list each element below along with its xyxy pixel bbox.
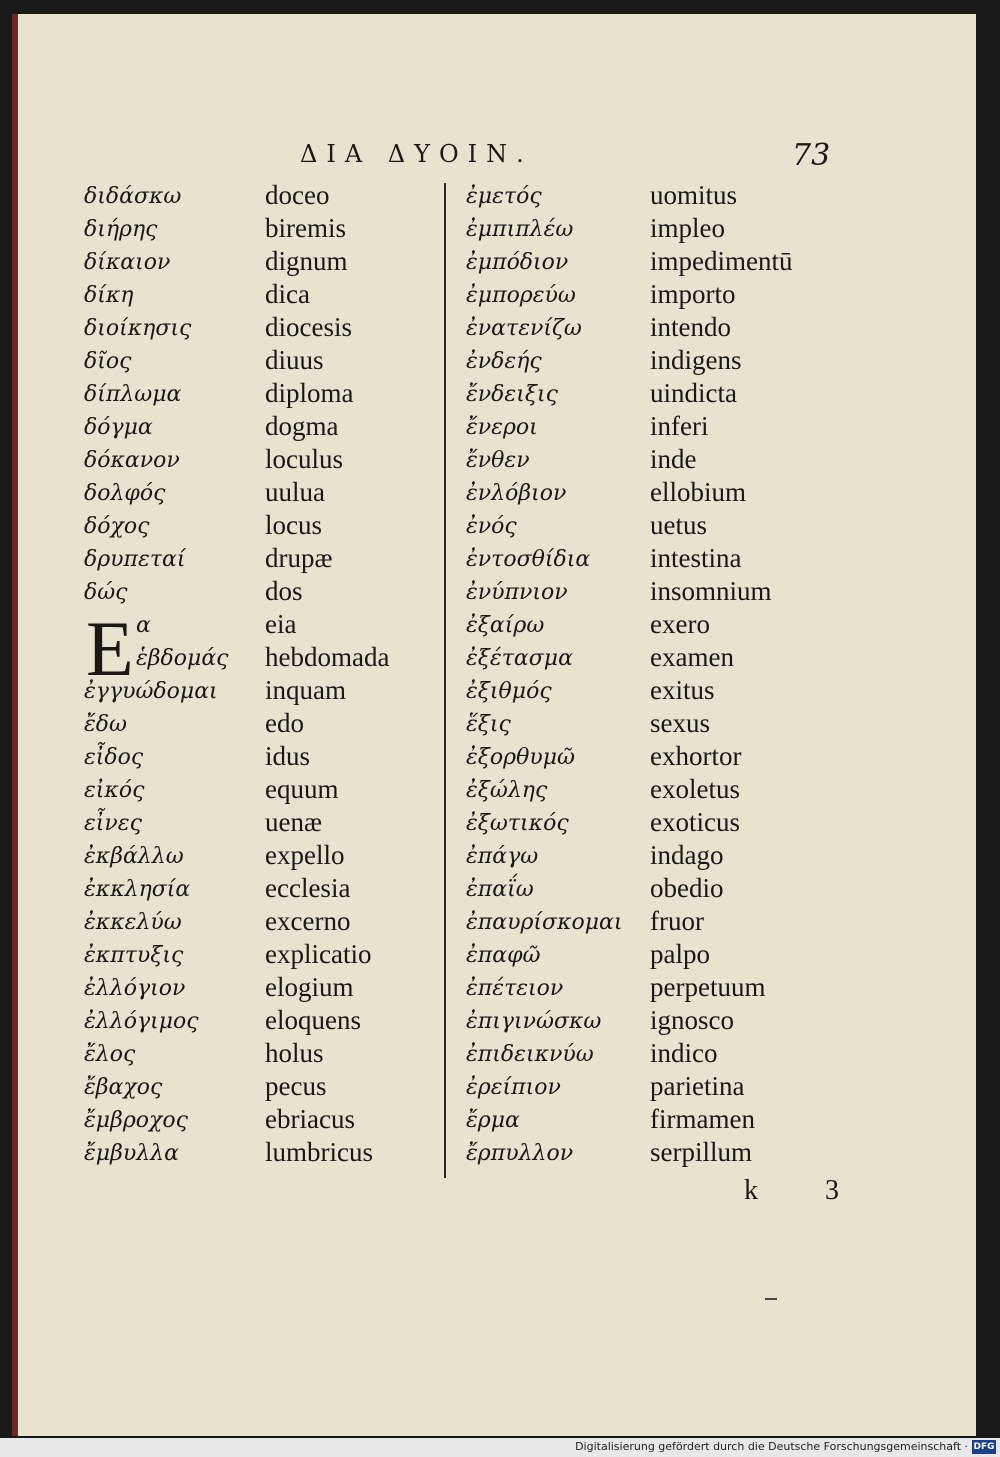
right-latin-term: indico <box>650 1038 718 1068</box>
right-greek-term: ἐνδεής <box>466 349 542 374</box>
footer-credit: Digitalisierung gefördert durch die Deutsche Forschungsgemeinschaft · <box>575 1440 968 1453</box>
left-latin-term: expello <box>265 840 345 870</box>
right-greek-term: ἐπαυρίσκομαι <box>466 910 623 935</box>
right-latin-term: palpo <box>650 939 710 969</box>
right-greek-term: ἔνεροι <box>466 415 538 440</box>
right-latin-term: intendo <box>650 312 731 342</box>
left-greek-term: διδάσκω <box>84 184 182 209</box>
dfg-logo-icon: DFG <box>973 1442 995 1452</box>
right-greek-term: ἔρμα <box>466 1108 520 1133</box>
left-latin-term: ecclesia <box>265 873 351 903</box>
left-latin-term: eia <box>265 609 297 639</box>
right-latin-term: ignosco <box>650 1005 734 1035</box>
left-latin-term: loculus <box>265 444 343 474</box>
left-greek-term: ἐλλόγιμος <box>84 1009 199 1034</box>
left-greek-term: ἐκκλησία <box>84 877 191 902</box>
left-greek-term: ἔμβροχος <box>84 1108 188 1133</box>
right-latin-term: impedimentū <box>650 246 793 276</box>
page-number: 73 <box>792 138 831 173</box>
left-greek-term: ἔβαχος <box>84 1075 163 1100</box>
left-latin-term: eloquens <box>265 1005 361 1035</box>
right-latin-term: parietina <box>650 1071 745 1101</box>
left-latin-term: holus <box>265 1038 324 1068</box>
right-latin-term: exoletus <box>650 774 740 804</box>
left-greek-term: ἐγγυώδομαι <box>84 679 218 704</box>
left-greek-term: ἐλλόγιον <box>84 976 186 1001</box>
left-greek-term: εἶνες <box>84 811 142 836</box>
right-greek-term: ἐρείπιον <box>466 1075 561 1100</box>
left-greek-term: δόγμα <box>84 415 153 440</box>
right-latin-term: inde <box>650 444 697 474</box>
left-greek-term: ἔμβυλλα <box>84 1141 179 1166</box>
right-latin-term: uomitus <box>650 180 738 210</box>
right-latin-term: fruor <box>650 906 704 936</box>
right-greek-term: ἐντοσθίδια <box>466 547 591 572</box>
right-greek-term: ἐπαφῶ <box>466 943 541 968</box>
right-latin-term: importo <box>650 279 736 309</box>
left-greek-term: ἐκκελύω <box>84 910 182 935</box>
right-latin-term: uetus <box>650 510 707 540</box>
left-greek-term: δόκανον <box>84 448 180 473</box>
left-greek-term: δίπλωμα <box>84 382 182 407</box>
right-greek-term: ἐνατενίζω <box>466 316 582 341</box>
right-greek-term: ἕξις <box>466 712 511 737</box>
left-latin-term: explicatio <box>265 939 372 969</box>
left-greek-term: εἶδος <box>84 745 144 770</box>
right-greek-term: ἐμπόδιον <box>466 250 569 275</box>
left-greek-term: ἐκπτυξις <box>84 943 184 968</box>
left-greek-term: α <box>136 613 151 638</box>
left-greek-term: ἐκβάλλω <box>84 844 184 869</box>
right-latin-term: sexus <box>650 708 710 738</box>
right-greek-term: ἔρπυλλον <box>466 1141 574 1166</box>
right-greek-term: ἐξωτικός <box>466 811 569 836</box>
right-latin-term: obedio <box>650 873 724 903</box>
right-latin-term: inferi <box>650 411 709 441</box>
left-latin-term: equum <box>265 774 339 804</box>
left-greek-term: δίκαιον <box>84 250 171 275</box>
left-latin-term: drupæ <box>265 543 333 573</box>
left-latin-term: dica <box>265 279 310 309</box>
right-latin-term: perpetuum <box>650 972 766 1002</box>
left-greek-term: δολφός <box>84 481 166 506</box>
right-greek-term: ἐξώλης <box>466 778 548 803</box>
right-latin-term: ellobium <box>650 477 746 507</box>
right-greek-term: ἐπάγω <box>466 844 539 869</box>
left-latin-term: dos <box>265 576 303 606</box>
left-greek-term: ἔλος <box>84 1042 136 1067</box>
right-latin-term: exoticus <box>650 807 740 837</box>
right-greek-term: ἐμπορεύω <box>466 283 576 308</box>
initial-letter: E <box>86 605 134 692</box>
right-latin-term: indago <box>650 840 724 870</box>
right-latin-term: firmamen <box>650 1104 755 1134</box>
left-latin-term: diocesis <box>265 312 352 342</box>
left-greek-term: ἑβδομάς <box>136 646 229 671</box>
left-latin-term: idus <box>265 741 311 771</box>
column-divider <box>444 183 446 1178</box>
left-latin-term: inquam <box>265 675 346 705</box>
right-latin-term: intestina <box>650 543 742 573</box>
left-greek-term: δρυπεταί <box>84 547 186 572</box>
right-greek-term: ἐξέτασμα <box>466 646 573 671</box>
right-latin-term: examen <box>650 642 734 672</box>
right-latin-term: insomnium <box>650 576 772 606</box>
left-latin-term: dignum <box>265 246 348 276</box>
left-latin-term: ebriacus <box>265 1104 355 1134</box>
left-greek-term: ἔδω <box>84 712 127 737</box>
left-latin-term: uulua <box>265 477 325 507</box>
left-latin-term: hebdomada <box>265 642 390 672</box>
left-greek-term: εἰκός <box>84 778 145 803</box>
right-greek-term: ἐπιδεικνύω <box>466 1042 594 1067</box>
left-latin-term: elogium <box>265 972 354 1002</box>
left-latin-term: pecus <box>265 1071 327 1101</box>
right-greek-term: ἔνθεν <box>466 448 530 473</box>
signature-mark: k 3 <box>744 1175 869 1206</box>
right-greek-term: ἐνός <box>466 514 517 539</box>
right-greek-term: ἐνλόβιον <box>466 481 567 506</box>
right-greek-term: ἐπέτειον <box>466 976 564 1001</box>
right-latin-term: uindicta <box>650 378 737 408</box>
right-latin-term: indigens <box>650 345 742 375</box>
right-greek-term: ἐνύπνιον <box>466 580 568 605</box>
left-latin-term: diuus <box>265 345 324 375</box>
right-latin-term: serpillum <box>650 1137 752 1167</box>
left-latin-term: uenæ <box>265 807 322 837</box>
right-latin-term: exero <box>650 609 710 639</box>
left-latin-term: diploma <box>265 378 354 408</box>
left-greek-term: δόχος <box>84 514 150 539</box>
left-latin-term: excerno <box>265 906 351 936</box>
right-greek-term: ἐμετός <box>466 184 542 209</box>
right-greek-term: ἐπαΐω <box>466 877 534 902</box>
right-latin-term: exhortor <box>650 741 742 771</box>
right-greek-term: ἐξιθμός <box>466 679 552 704</box>
left-latin-term: edo <box>265 708 304 738</box>
left-latin-term: locus <box>265 510 322 540</box>
left-latin-term: dogma <box>265 411 339 441</box>
left-greek-term: διοίκησις <box>84 316 192 341</box>
left-latin-term: doceo <box>265 180 330 210</box>
left-greek-term: δῖος <box>84 349 132 374</box>
right-greek-term: ἐξορθυμῶ <box>466 745 575 770</box>
right-greek-term: ἐξαίρω <box>466 613 545 638</box>
right-greek-term: ἔνδειξις <box>466 382 558 407</box>
left-greek-term: δίκη <box>84 283 134 308</box>
left-greek-term: διήρης <box>84 217 158 242</box>
right-greek-term: ἐμπιπλέω <box>466 217 574 242</box>
running-head: ΔΙΑ ΔΥΟΙΝ. <box>300 140 533 168</box>
right-greek-term: ἐπιγινώσκω <box>466 1009 602 1034</box>
left-latin-term: lumbricus <box>265 1137 373 1167</box>
right-latin-term: exitus <box>650 675 715 705</box>
dash-mark <box>765 1298 777 1300</box>
right-latin-term: impleo <box>650 213 725 243</box>
left-latin-term: biremis <box>265 213 346 243</box>
left-greek-term: δώς <box>84 580 128 605</box>
